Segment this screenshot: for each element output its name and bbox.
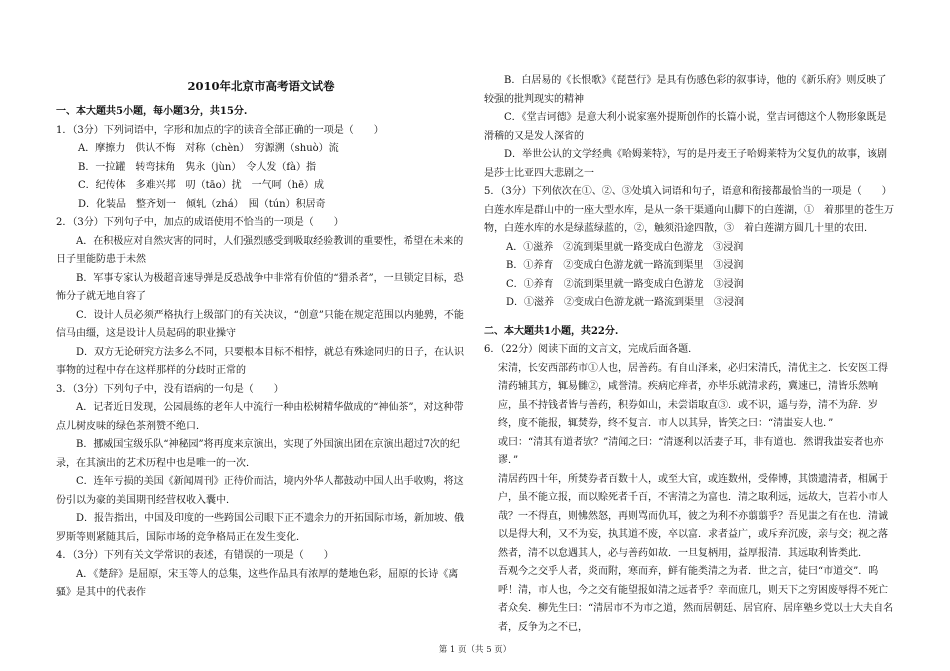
text-paragraph: D．双方无论研究方法多么不同，只要根本目标不相悖，就总有殊途同归的日子，在认识事物的过程中存在这样那样的分歧时正常的 xyxy=(56,346,465,377)
text-paragraph: A．在积极应对自然灾害的同时，人们强烈感受到吸取经验教训的重要性，希望在未来的日子里能防患于未然 xyxy=(56,235,464,266)
answer-option: C．纪传体 多难兴邦 叨（tāo）扰 一气呵（hē）成 xyxy=(78,180,325,192)
text-paragraph: B．白居易的《长恨歌》《琵琶行》是具有伤感色彩的叙事诗，他的《新乐府》则反映了较强的批判现实的精神 xyxy=(484,75,887,105)
text-paragraph: C．设计人员必须严格执行上级部门的有关决议，“创意”只能在规定范围以内驰骋，不能信马由缰，这是设计人员起码的职业操守 xyxy=(56,309,464,340)
answer-option: B．①养育 ②变成白色游龙就一路流到渠里 ③浸润 xyxy=(506,260,744,271)
answer-option: B．一拉罐 转弯抹角 隽永（jùn） 令人发（fà）指 xyxy=(78,161,316,173)
answer-option: A．摩擦力 供认不悔 对称（chèn） 穷源溯（shuò）流 xyxy=(78,143,339,155)
text-paragraph: 吾观今之交乎人者，炎而附，寒而弃，鲜有能类清之为者．世之言，徒曰“市道交”．呜呼！清，市人也，今之交有能望报如清之远者乎？幸而庶几，则天下之穷困废辱得不死亡者众矣．柳先生曰：“清居市不为市之道，然而居朝廷、居官府、居庠塾乡党以士大夫自名者，反争为之不已， xyxy=(498,566,894,633)
text-paragraph: 5．（3分）下列依次在①、②、③处填入词语和句子，语意和衔接都最恰当的一项是（ ） xyxy=(484,186,892,197)
right-column xyxy=(484,72,894,637)
spacer xyxy=(484,313,894,321)
right-column-body xyxy=(484,72,894,637)
paper-title: 2010年北京市高考语文试卷 xyxy=(187,79,335,93)
left-column-body xyxy=(56,103,466,603)
text-paragraph: D．报告指出，中国及印度的一些跨国公司眼下正不遗余力的开拓国际市场，新加坡、俄罗斯等则紧随其后，国际市场的竞争格局正在发生变化． xyxy=(56,513,465,543)
section-heading: 二、本大题共1小题，共22分. xyxy=(484,325,619,337)
text-paragraph: C．连年亏损的美国《新闻周刊》正待价而沽，境内外华人都鼓动中国人出手收购，将这份引以为豪的美国期刊经营权收入囊中． xyxy=(56,476,464,506)
left-column xyxy=(56,72,466,603)
answer-option: D．①滋养 ②变成白色游龙就一路流到渠里 ③浸润 xyxy=(506,297,745,308)
answer-option: C．①养育 ②流到渠里就一路变成白色游龙 ③浸润 xyxy=(506,278,744,290)
text-paragraph: 1．（3分）下列词语中，字形和加点的字的读音全部正确的一项是（ ） xyxy=(56,124,384,136)
text-paragraph: B．挪威国宝级乐队“神秘园”将再度来京演出，实现了外国演出团在京演出超过7次的纪录，在其演出的艺术历程中也是唯一的一次． xyxy=(56,439,460,469)
text-paragraph: D．举世公认的文学经典《哈姆莱特》，写的是丹麦王子哈姆莱特为父复仇的故事，该剧是莎士比亚四大悲剧之一 xyxy=(484,149,888,179)
text-paragraph: 清居药四十年，所焚券者百数十人，或至大官，或连数州，受俸博，其馈遗清者，相属于户，虽不能立报，而以赊死者千百，不害清之为富也．清之取利远，远故大，岂若小市人哉？一不得直，则怫然怒，再则骂而仇耳，彼之为利不亦翦翦乎？吾见蚩之有在也．清诚以是得大利，又不为妄，执其道不废，卒以富．求者益广，或斥弃沉废，亲与交；视之落然者，清不以怠遇其人，必与善药如故．一旦复柄用，益厚报清．其远取利皆类此． xyxy=(498,473,888,559)
text-paragraph: 3．（3分）下列句子中，没有语病的一句是（ ） xyxy=(56,383,284,395)
answer-option: A．①滋养 ②流到渠里就一路变成白色游龙 ③浸润 xyxy=(506,241,744,253)
text-paragraph: 2．（3分）下列句子中，加点的成语使用不恰当的一项是（ ） xyxy=(56,217,344,229)
text-paragraph: C．《堂吉诃德》是意大利小说家塞外提斯创作的长篇小说，堂吉诃德这个人物形象既是滑稽的又是发人深省的 xyxy=(484,112,887,142)
text-paragraph: 宋清，长安西部药市①人也，居善药。有自山泽来，必归宋清氏，清优主之．长安医工得清药辅其方，辄易雠②，咸誉清。疾病庀痒者，亦毕乐就清求药，冀速已，清皆乐然响应，虽不持钱者皆与善药，积券如山，未尝诣取直③．或不识，遥与券，清不为辞．岁终，度不能报，辄焚券，终不复言．市人以其异，皆笑之曰：“清蚩妄人也．” xyxy=(498,362,888,429)
text-paragraph: A．记者近日发现，公园晨练的老年人中流行一种由松树精华做成的“神仙茶”，对这种带点儿树皮味的绿色茶剂赞不绝口． xyxy=(56,402,464,432)
text-paragraph: 6．（22分）阅读下面的文言文，完成后面各题． xyxy=(484,344,699,355)
text-paragraph: A．《楚辞》是屈原，宋玉等人的总集，这些作品具有浓厚的楚地色彩，屈原的长诗《离骚》是其中的代表作 xyxy=(56,568,459,599)
section-heading: 一、本大题共5小题，每小题3分，共15分. xyxy=(56,106,248,118)
answer-option: D．化装品 整齐划一 倾轧（zhá） 囤（tún）积居奇 xyxy=(78,198,326,210)
text-paragraph: B．军事专家认为极超音速导弹是反恐战争中非常有价值的“猎杀者”，一旦锁定目标，恐怖分子就无地自容了 xyxy=(56,272,464,303)
text-paragraph: 或曰：“清其有道者欤？”清闻之曰：“清逐利以活妻子耳，非有道也．然谓我蚩妄者也亦谬．” xyxy=(498,436,884,466)
page-footer: 第 1 页（共 5 页） xyxy=(438,645,512,655)
text-paragraph: 4．（3分）下列有关文学常识的表述，有错误的一项是（ ） xyxy=(56,550,334,562)
text-paragraph: 白莲水库是群山中的一座大型水库，是从一条干渠通向山脚下的白莲湖，① 着那里的苍生万物，白莲水库的水是绿蓝绿蓝的，②，触须沿途四散，③ 着白莲湖方圆几十里的农田． xyxy=(484,204,894,234)
